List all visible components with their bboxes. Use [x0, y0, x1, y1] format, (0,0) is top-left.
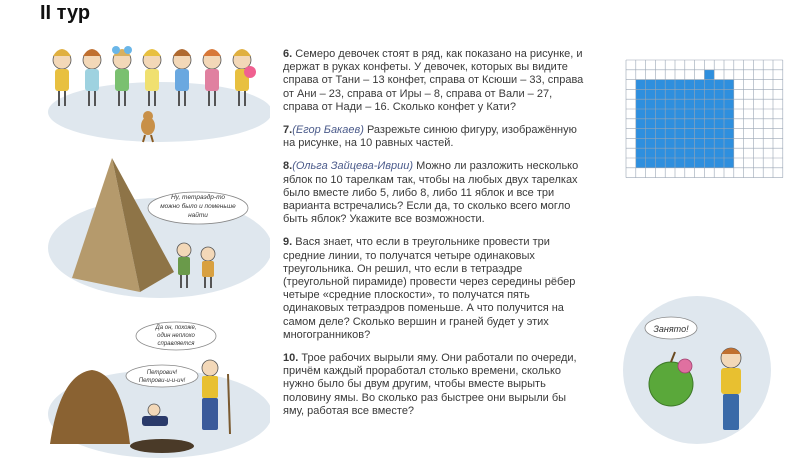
bubble-line: Петрович!	[146, 370, 178, 376]
problem-number: 7.	[283, 124, 293, 137]
problem-9	[283, 236, 586, 342]
girls-illustration	[42, 42, 270, 148]
bubble-line: можно было и поменьше	[160, 203, 236, 210]
problem-number: 10.	[283, 352, 299, 365]
problem-text: Вася знает, что если в треугольнике провести три средние линии, то получатся четыре одинаковых треугольника. Он решил, что если в тетраэдре (треугольной пирамиде) провести через середины рёбер четыре «средние плоскости», то получатся пять одинаковых тетраэдров поменьше. А что получится на самом деле? Сколько вершин и граней будет у этих многогранников?	[283, 236, 576, 341]
problems-list	[283, 48, 586, 428]
problem-number: 9.	[283, 236, 293, 249]
problem-number: 8.	[283, 160, 293, 173]
girl-figure	[721, 348, 741, 430]
problem-10	[283, 352, 586, 418]
problem-6	[283, 48, 586, 114]
problem-text: Трое рабочих вырыли яму. Они работали по очереди, причём каждый проработал столько времени, сколько нужно было бы двум другим, чтобы вместе вырыть половину ямы. Во сколько раз быстрее они вырыли бы яму, работая все вместе?	[283, 352, 577, 417]
pyramid-illustration	[42, 150, 270, 302]
problem-author: (Ольга Зайцева-Иврии)	[292, 160, 414, 173]
speech-bubble	[136, 322, 216, 350]
problem-8	[283, 160, 586, 226]
speech-bubble	[148, 192, 248, 224]
speech-bubble	[126, 365, 198, 387]
bubble-line: найти	[188, 212, 208, 219]
problem-text: Разрежьте синюю фигуру, изображённую на рисунке, на 10 равных частей.	[283, 124, 577, 150]
blue-figure-grid	[624, 58, 786, 184]
problem-author: (Егор Бакаев)	[292, 124, 364, 137]
problem-7	[283, 124, 586, 150]
diggers-illustration	[42, 314, 270, 460]
problem-number: 6.	[283, 48, 293, 60]
bubble-line: Ну, тетраэдр-то	[170, 194, 226, 201]
speech-bubble	[645, 317, 697, 339]
bubble-line: один неплохо	[157, 333, 195, 339]
bubble-text: Занято!	[653, 324, 689, 334]
page-title: II тур	[40, 2, 91, 24]
figure-cell	[704, 70, 714, 80]
bubble-line: Да он, похоже,	[155, 325, 197, 331]
apple-illustration	[621, 286, 773, 446]
problem-text: Семеро девочек стоят в ряд, как показано на рисунке, и держат в руках конфеты. У девочек, которых вы видите справа от Тани – 13 конфет, справа от Ксюши – 33, справа от Ани – 23, справа от Иры – 8, справа от Вали – 27, справа от Нади – 16. Сколько конфет у Кати?	[283, 48, 584, 113]
bubble-line: справляется	[157, 341, 195, 347]
problem-text: Можно ли разложить несколько яблок по 10 тарелкам так, чтобы на любых двух тарелках было вместе либо 5, либо 8, либо 11 яблок и все три варианта встречались? Если да, то сколько всего могло быть яблок? Укажите все возможности.	[283, 160, 579, 226]
worm-figure	[678, 359, 692, 373]
bubble-line: Петрови-и-и-ич!	[138, 378, 186, 384]
